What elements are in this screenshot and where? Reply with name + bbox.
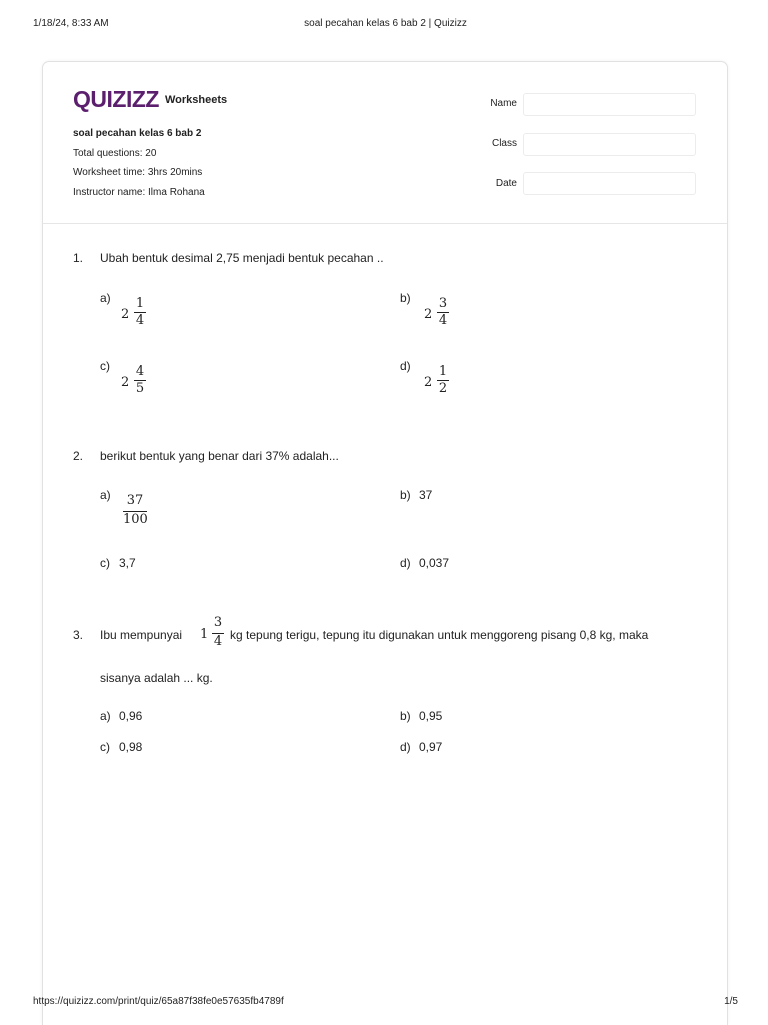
question-text: berikut bentuk yang benar dari 37% adalah... (100, 449, 339, 463)
quizizz-logo (73, 84, 227, 114)
print-header (33, 18, 738, 32)
option-letter: d) (400, 740, 411, 754)
question-text: Ubah bentuk desimal 2,75 menjadi bentuk pecahan .. (100, 251, 384, 265)
worksheet-header (43, 62, 727, 224)
svg-text:QUIZIZZ: QUIZIZZ (73, 86, 159, 112)
option-letter: a) (100, 291, 111, 305)
option-letter: a) (100, 488, 111, 502)
print-footer (33, 996, 738, 1010)
total-questions: Total questions: 20 (73, 147, 157, 159)
option-letter: a) (100, 709, 111, 723)
option-letter: d) (400, 556, 411, 570)
option-letter: d) (400, 359, 411, 373)
option-letter: b) (400, 291, 411, 305)
page-number: 1/5 (724, 996, 738, 1007)
worksheet-card: QUIZIZZ Worksheets soal pecahan kelas 6 bab 2 Total questions: 20 Worksheet time: 3hrs 20mins Instructor name: Ilma Rohana Name Class Date 1. Ubah bentuk desimal 2,75 menjadi bentuk pecahan .. a) 2 1 4 b) 2 3 4 c) 2 4 5 d) 2 1 2 2. berikut bentuk yang benar dari 37% adalah... a) 37 100 b) 37 c) 3,7 d) 0,037 3. Ibu mempunyai 1 3 4 kg tepung terigu, tepung itu digunakan untuk menggoreng pisang 0,8 kg, maka sisanya adalah ... kg. a) 0,96 b) 0,95 c) 0,98 d) 0,97 (42, 61, 728, 1025)
option-value: 0,95 (419, 709, 443, 723)
option-value: 0,97 (419, 740, 443, 754)
option-letter: b) (400, 488, 411, 502)
option-value: 0,96 (119, 709, 143, 723)
class-label: Class (491, 138, 517, 149)
print-page-title: soal pecahan kelas 6 bab 2 | Quizizz (304, 18, 467, 29)
name-field[interactable] (523, 93, 696, 116)
date-field[interactable] (523, 172, 696, 195)
option-value: 37 (419, 488, 433, 502)
question-text-end: kg tepung terigu, tepung itu digunakan untuk menggoreng pisang 0,8 kg, maka (230, 628, 649, 642)
worksheets-label: Worksheets (165, 93, 228, 106)
quizizz-wordmark-icon (73, 86, 159, 112)
question-number: 1. (73, 251, 84, 265)
question-number: 2. (73, 449, 84, 463)
worksheet-time: Worksheet time: 3hrs 20mins (73, 167, 203, 178)
option-letter: c) (100, 359, 110, 373)
option-value: 3,7 (119, 556, 136, 570)
worksheet-title: soal pecahan kelas 6 bab 2 (73, 128, 202, 139)
option-value: 0,98 (119, 740, 143, 754)
option-letter: b) (400, 709, 411, 723)
name-label: Name (490, 98, 517, 109)
print-datetime: 1/18/24, 8:33 AM (33, 18, 109, 29)
worksheet-meta (73, 127, 205, 205)
question-3: 3. Ibu mempunyai 1 3 4 kg tepung terigu, tepung itu digunakan untuk menggoreng pisang 0,8 kg, maka sisanya adalah ... kg. (73, 615, 649, 685)
print-url: https://quizizz.com/print/quiz/65a87f38fe0e57635fb4789f (33, 996, 284, 1007)
option-letter: c) (100, 740, 110, 754)
instructor-name: Instructor name: Ilma Rohana (73, 186, 205, 198)
question-text-start: Ibu mempunyai (100, 628, 183, 642)
option-value: 0,037 (419, 556, 450, 570)
date-label: Date (495, 178, 517, 189)
option-letter: c) (100, 556, 110, 570)
class-field[interactable] (523, 133, 696, 156)
question-number: 3. (73, 628, 84, 642)
question-text-line2: sisanya adalah ... kg. (100, 671, 213, 685)
